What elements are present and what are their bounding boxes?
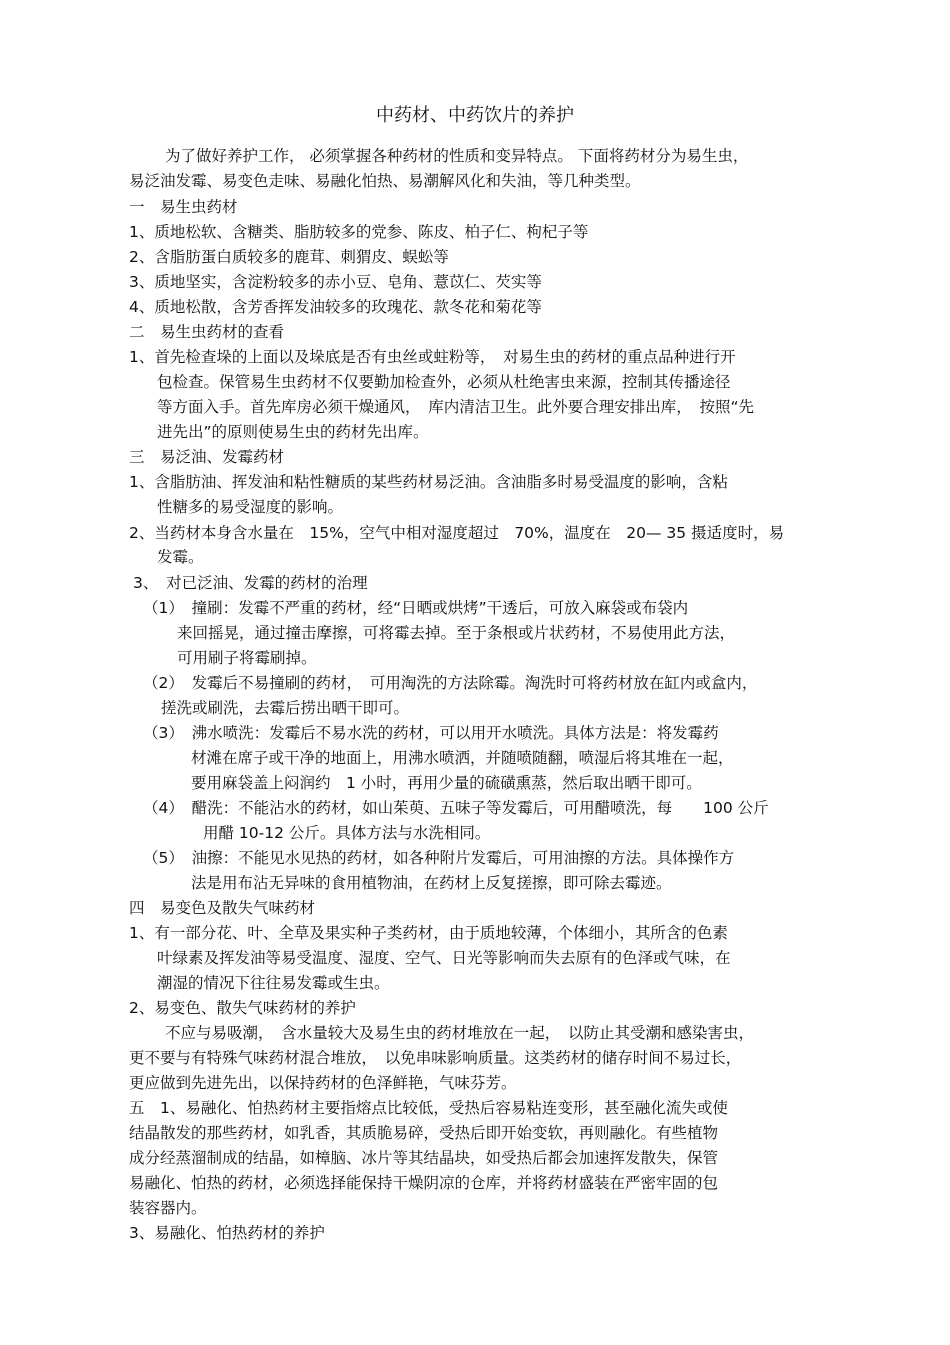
section-heading: 三 易泛油、发霉药材 xyxy=(129,448,285,466)
text-line: 要用麻袋盖上闷润约 1 小时，再用少量的硫磺熏蒸，然后取出晒干即可。 xyxy=(191,774,702,792)
list-item: （2） 发霉后不易撞刷的药材， 可用淘洗的方法除霉。淘洗时可将药材放在缸内或盒内， xyxy=(143,674,758,692)
text-line: 搓洗或刷洗，去霉后捞出晒干即可。 xyxy=(161,699,410,717)
text-line: 可用刷子将霉刷掉。 xyxy=(177,649,317,667)
text-line: 潮湿的情况下往往易发霉或生虫。 xyxy=(157,974,390,992)
list-item: （1） 撞刷：发霉不严重的药材，经“日晒或烘烤”干透后，可放入麻袋或布袋内 xyxy=(143,599,689,617)
list-item: 3、易融化、怕热药材的养护 xyxy=(129,1224,325,1242)
section-heading: 四 易变色及散失气味药材 xyxy=(129,899,316,917)
list-item: 2、当药材本身含水量在 15%，空气中相对湿度超过 70%，温度在 20— 35 摄适度时，易 xyxy=(129,524,785,542)
text-line: 法是用布沾无异味的食用植物油，在药材上反复搓擦，即可除去霉迹。 xyxy=(191,874,672,892)
text-line: 结晶散发的那些药材，如乳香，其质脆易碎，受热后即开始变软，再则融化。有些植物 xyxy=(129,1124,719,1142)
page-title: 中药材、中药饮片的养护 xyxy=(376,105,574,126)
text-line: 易泛油发霉、易变色走味、易融化怕热、易潮解风化和失油，等几种类型。 xyxy=(129,172,641,190)
text-line: 用醋 10-12 公斤。具体方法与水洗相同。 xyxy=(203,824,491,842)
list-item: 1、首先检查垛的上面以及垛底是否有虫丝或蛀粉等， 对易生虫的药材的重点品种进行开 xyxy=(129,348,736,366)
list-item: （5） 油擦：不能见水见热的药材，如各种附片发霉后，可用油擦的方法。具体操作方 xyxy=(143,849,735,867)
text-line: 进先出”的原则使易生虫的药材先出库。 xyxy=(157,423,429,441)
text-line: 等方面入手。首先库房必须干燥通风， 库内清洁卫生。此外要合理安排出库， 按照“先 xyxy=(157,398,755,416)
list-item: 2、易变色、散失气味药材的养护 xyxy=(129,999,356,1017)
text-line: 更应做到先进先出，以保持药材的色泽鲜艳，气味芬芳。 xyxy=(129,1074,517,1092)
list-item: 4、质地松散，含芳香挥发油较多的玫瑰花、款冬花和菊花等 xyxy=(129,298,542,316)
text-line: 装容器内。 xyxy=(129,1199,207,1217)
section-heading: 一 易生虫药材 xyxy=(129,198,238,216)
section-heading: 二 易生虫药材的查看 xyxy=(129,323,285,341)
list-item: （3） 沸水喷洗：发霉后不易水洗的药材，可以用开水喷洗。具体方法是：将发霉药 xyxy=(143,724,719,742)
list-item: 2、含脂肪蛋白质较多的鹿茸、刺猬皮、蜈蚣等 xyxy=(129,248,449,266)
text-line: 叶绿素及挥发油等易受温度、湿度、空气、日光等影响而失去原有的色泽或气味，在 xyxy=(157,949,731,967)
list-item: 3、质地坚实，含淀粉较多的赤小豆、皂角、薏苡仁、芡实等 xyxy=(129,273,542,291)
sub-heading: 3、 对已泛油、发霉的药材的治理 xyxy=(133,574,368,592)
text-line: 材滩在席子或干净的地面上，用沸水喷洒，并随喷随翻，喷湿后将其堆在一起， xyxy=(191,749,734,767)
text-line: 发霉。 xyxy=(157,548,204,566)
text-line: 来回摇晃，通过撞击摩擦，可将霉去掉。至于条根或片状药材，不易使用此方法， xyxy=(177,624,736,642)
text-line: 性糖多的易受湿度的影响。 xyxy=(157,498,344,516)
text-line: 不应与易吸潮， 含水量较大及易生虫的药材堆放在一起， 以防止其受潮和感染害虫， xyxy=(165,1024,755,1042)
text-line: 包检查。保管易生虫药材不仅要勤加检查外，必须从杜绝害虫来源，控制其传播途径 xyxy=(157,373,731,391)
list-item: 1、质地松软、含糖类、脂肪较多的党参、陈皮、柏子仁、枸杞子等 xyxy=(129,223,589,241)
section-heading: 五 1、易融化、怕热药材主要指熔点比较低，受热后容易粘连变形，甚至融化流失或使 xyxy=(129,1099,728,1117)
list-item: （4） 醋洗：不能沾水的药材，如山茱萸、五味子等发霉后，可用醋喷洗，每 100 公斤 xyxy=(143,799,769,817)
text-line: 更不要与有特殊气味药材混合堆放， 以免串味影响质量。这类药材的储存时间不易过长， xyxy=(129,1049,742,1067)
text-line: 易融化、怕热的药材，必须选择能保持干燥阴凉的仓库，并将药材盛装在严密牢固的包 xyxy=(129,1174,719,1192)
text-line: 成分经蒸溜制成的结晶，如樟脑、冰片等其结晶块，如受热后都会加速挥发散失，保管 xyxy=(129,1149,719,1167)
list-item: 1、有一部分花、叶、全草及果实种子类药材，由于质地较薄，个体细小，其所含的色素 xyxy=(129,924,728,942)
list-item: 1、含脂肪油、挥发油和粘性糖质的某些药材易泛油。含油脂多时易受温度的影响，含粘 xyxy=(129,473,728,491)
text-line: 为了做好养护工作， 必须掌握各种药材的性质和变异特点。 下面将药材分为易生虫， xyxy=(165,147,749,165)
